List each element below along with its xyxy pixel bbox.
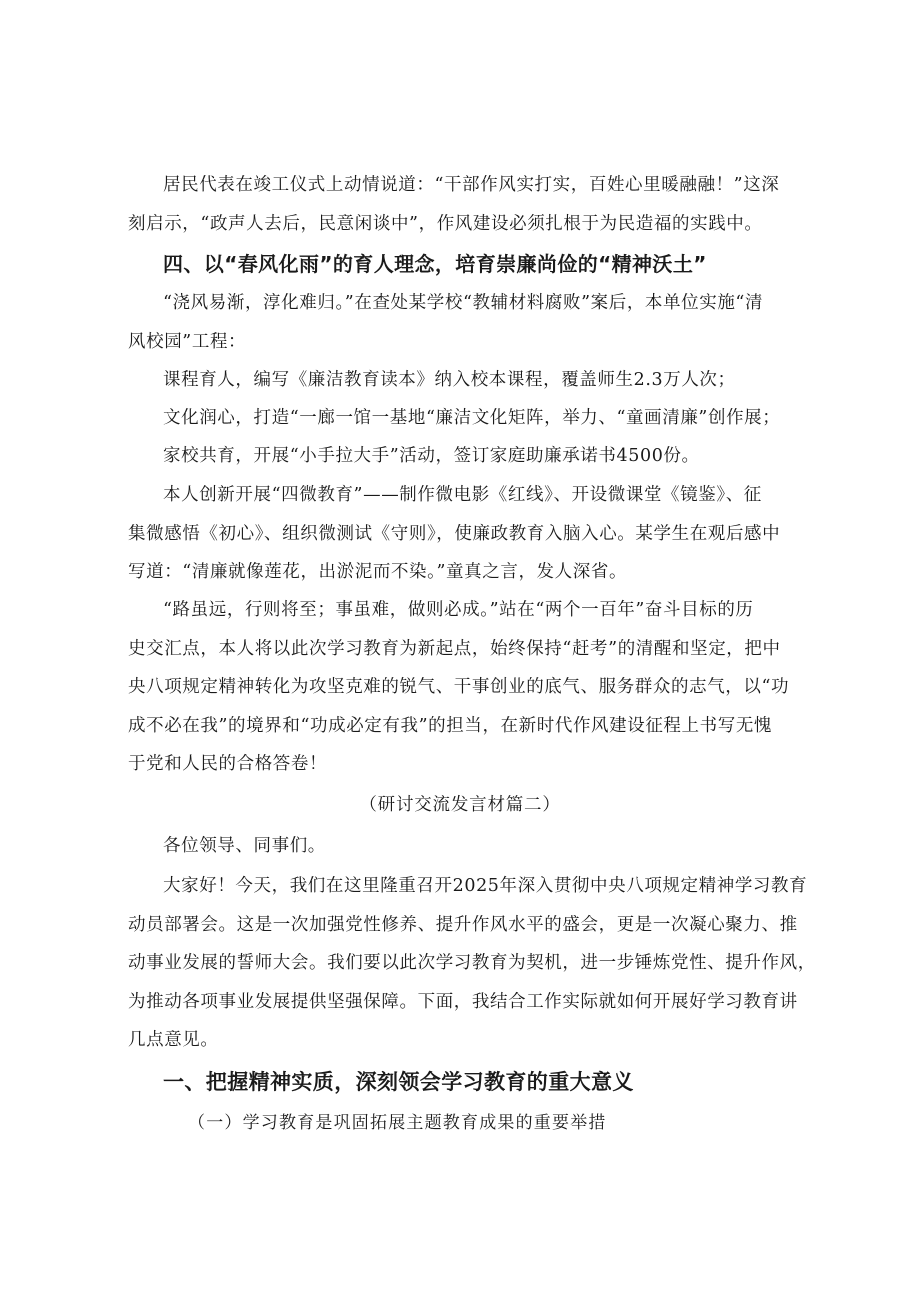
paragraph-culture xyxy=(163,399,813,438)
text-line: 于党和人民的合格答卷！ xyxy=(128,754,328,774)
subsection-heading-1: （一）学习教育是巩固拓展主题教育成果的重要举措 xyxy=(188,1113,607,1133)
text-line: 几点意见。 xyxy=(128,1030,219,1050)
text-line: 刻启示，“政声人去后，民意闲谈中”，作风建设必须扎根于为民造福的实践中。 xyxy=(128,213,763,234)
text-line: 动事业发展的誓师大会。我们要以此次学习教育为契机，进一步锤炼党性、提升作风， xyxy=(128,953,816,973)
text-line: 集微感悟《初心》、组织微测试《守则》，使廉政教育入脑入心。某学生在观后感中 xyxy=(128,523,781,544)
text-line: 文化润心，打造“一廊一馆一基地“廉洁文化矩阵，举力、“童画清廉”创作展； xyxy=(163,408,781,428)
text-line: 风校园”工程： xyxy=(128,331,247,352)
text-line: 家校共育，开展“小手拉大手”活动，签订家庭助廉承诺书4500份。 xyxy=(163,446,700,466)
paragraph-clean-campus xyxy=(128,284,813,361)
text-line: 成不必在我”的境界和“功成必定有我”的担当，在新时代作风建设征程上书写无愧 xyxy=(128,715,773,736)
text-line: 居民代表在竣工仪式上动情说道：“干部作风实打实，百姓心里暖融融！”这深 xyxy=(163,175,780,195)
text-line: 史交汇点，本人将以此次学习教育为新起点，始终保持“赶考”的清醒和坚定，把中 xyxy=(128,638,781,659)
document-subtitle: （研讨交流发言材篇二） xyxy=(359,795,561,815)
text-line: 写道：“清廉就像莲花，出淤泥而不染。”童真之言，发人深省。 xyxy=(128,562,628,582)
paragraph-residents-quote xyxy=(128,166,813,243)
text-line: 大家好！今天，我们在这里隆重召开2025年深入贯彻中央八项规定精神学习教育 xyxy=(163,876,808,896)
paragraph-four-micro xyxy=(128,476,813,592)
paragraph-closing xyxy=(128,591,813,784)
paragraph-opening xyxy=(128,867,816,1060)
text-line: 央八项规定精神转化为攻坚克难的锐气、干事创业的底气、服务群众的志气，以“功 xyxy=(128,677,790,697)
paragraph-greeting xyxy=(163,827,813,866)
section-heading-4: 四、以“春风化雨”的育人理念，培育崇廉尚俭的“精神沃土” xyxy=(163,252,707,276)
text-line: “路虽远，行则将至；事虽难，做则必成。”站在“两个一百年”奋斗目标的历 xyxy=(163,600,754,620)
text-line: 各位领导、同事们。 xyxy=(163,836,326,856)
section-heading-1: 一、把握精神实质，深刻领会学习教育的重大意义 xyxy=(163,1070,634,1094)
text-line: 课程育人，编写《廉洁教育读本》纳入校本课程，覆盖师生2.3万人次； xyxy=(163,370,736,390)
text-line: 本人创新开展“四微教育”——制作微电影《红线》、开设微课堂《镜鉴》、征 xyxy=(163,485,762,505)
paragraph-curriculum xyxy=(163,361,813,400)
text-line: 为推动各项事业发展提供坚强保障。下面，我结合工作实际就如何开展好学习教育讲 xyxy=(128,991,798,1012)
paragraph-family-school xyxy=(163,437,813,476)
text-line: 动员部署会。这是一次加强党性修养、提升作风水平的盛会，更是一次凝心聚力、推 xyxy=(128,914,798,935)
text-line: “浇风易渐，淳化难归。”在查处某学校“教辅材料腐败”案后，本单位实施“清 xyxy=(163,293,764,313)
